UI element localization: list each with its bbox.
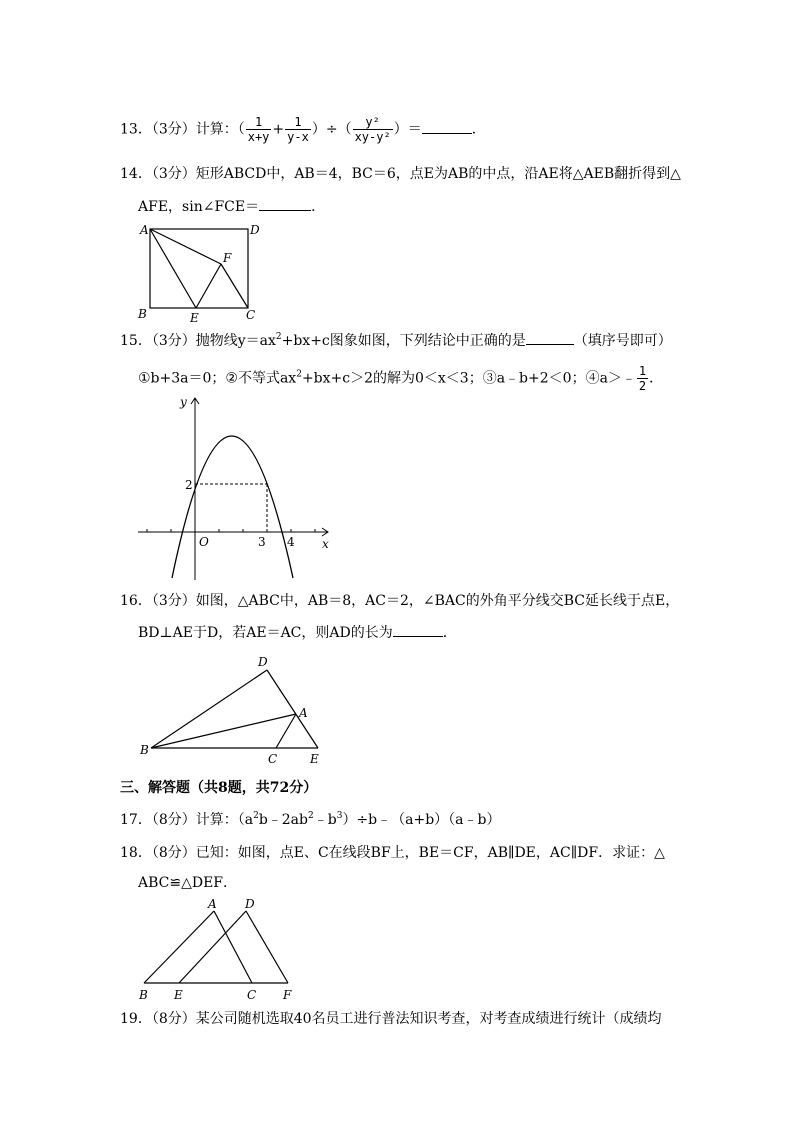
frac-num: 1 — [285, 116, 311, 130]
q17-text-b: b﹣2ab — [258, 812, 308, 828]
q16-text: BD⊥AE于D，若AE＝AC，则AD的长为 — [138, 625, 393, 641]
q13-div: ）÷（ — [311, 121, 352, 138]
q13-eq: ）＝ — [393, 121, 422, 138]
label-a: A — [208, 897, 217, 911]
label-c: C — [247, 988, 257, 1002]
segment-ab — [144, 911, 214, 983]
q16-period: ． — [442, 625, 457, 641]
label-d: D — [250, 223, 260, 237]
origin-label: O — [199, 535, 209, 549]
label-d: D — [245, 897, 255, 911]
exp-3: 3 — [336, 811, 343, 821]
frac-num: y² — [353, 116, 393, 130]
q14-line1: 14．（3分）矩形ABCD中，AB＝4，BC＝6，点E为AB的中点，沿AE将△AEB翻折得到△ — [120, 166, 681, 182]
q18-line1: 18．（8分）已知：如图，点E、C在线段BF上，BE＝CF，AB∥DE，AC∥DF．求证：△ — [120, 845, 665, 861]
tick-label-3: 3 — [258, 535, 266, 549]
exp-2: 2 — [275, 332, 282, 342]
label-d: D — [258, 655, 268, 669]
q19-line1: 19．（8分）某公司随机选取40名员工进行普法知识考查，对考查成绩进行统计（成绩均 — [120, 1011, 662, 1027]
frac-den: y-x — [287, 130, 309, 144]
axis-label-y: y — [180, 395, 187, 409]
q14-period: ． — [311, 199, 326, 215]
label-e: E — [190, 311, 199, 325]
label-f: F — [283, 988, 292, 1002]
tick-label-2: 2 — [185, 478, 193, 492]
q15-opts-a: ①b+3a＝0；②不等式ax — [138, 370, 297, 387]
q15-text-c: （填序号即可） — [573, 333, 672, 349]
q14-line2-text: AFE，sin∠FCE＝ — [138, 199, 260, 215]
q15-period: ． — [649, 370, 664, 387]
q15-opts-b: +bx+c＞2的解为0＜x＜3；③a﹣b+2＜0；④a＞﹣ — [301, 370, 636, 387]
exp-2: 2 — [253, 811, 259, 821]
frac-num: 1 — [246, 116, 272, 130]
q18-line2: ABC≌△DEF． — [138, 875, 238, 891]
label-b: B — [138, 307, 147, 321]
section-heading: 三、解答题（共8题，共72分） — [120, 780, 318, 796]
q15-text-a: 15．（3分）抛物线y＝ax — [120, 333, 276, 349]
label-a: A — [299, 706, 308, 720]
label-c: C — [246, 308, 256, 322]
segment-de — [179, 911, 246, 983]
exp-2: 2 — [296, 369, 302, 380]
q17-text-d: ）÷b﹣（a+b）（a﹣b） — [342, 812, 501, 828]
frac-den: xy-y² — [354, 130, 391, 144]
q13-lead: 13．（3分）计算：（ — [120, 121, 245, 138]
q15-text-b: +bx+c图象如图，下列结论中正确的是 — [281, 333, 526, 349]
label-b: B — [139, 988, 148, 1002]
tick-label-4: 4 — [287, 535, 295, 549]
q16-line1: 16．（3分）如图，△ABC中，AB＝8，AC＝2，∠BAC的外角平分线交BC延长线于点E， — [120, 593, 680, 609]
label-e: E — [310, 752, 319, 766]
axis-label-x: x — [322, 537, 329, 551]
segment-df — [246, 911, 288, 983]
q13-period: ． — [471, 121, 486, 138]
frac-num: 1 — [638, 364, 647, 378]
label-f: F — [223, 251, 232, 265]
label-a: A — [140, 223, 149, 237]
label-e: E — [174, 988, 183, 1002]
segment-ac — [214, 911, 252, 983]
q17-text-a: 17．（8分）计算：（a — [120, 812, 254, 828]
q17-text-c: ﹣b — [313, 812, 337, 828]
q13-plus: + — [272, 121, 285, 138]
frac-den: x+y — [247, 130, 270, 144]
label-b: B — [140, 743, 149, 757]
label-c: C — [268, 752, 278, 766]
exp-2: 2 — [308, 811, 314, 821]
frac-den: 2 — [638, 379, 647, 393]
